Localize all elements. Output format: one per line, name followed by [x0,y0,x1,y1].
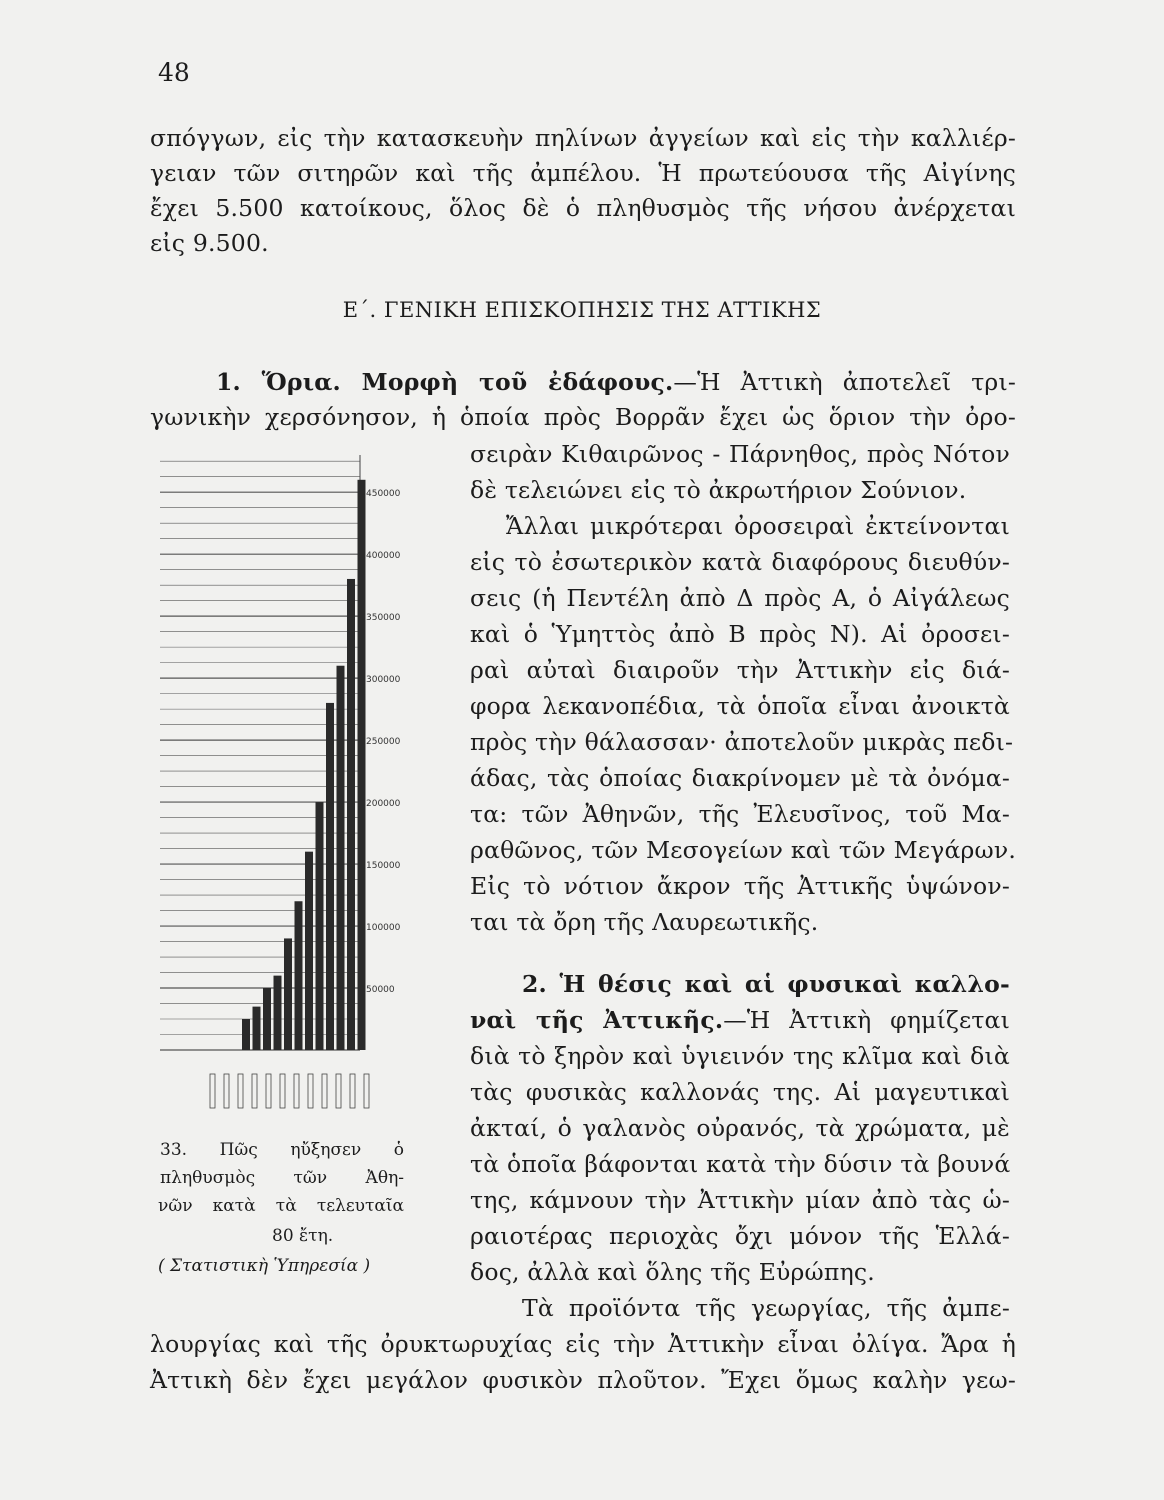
population-bar-chart [150,445,420,1135]
subsection-2-title-rest: —Ἡ Ἀττικὴ φημίζεται [723,1006,1011,1034]
intro-line-4: εἰς 9.500. [150,229,269,257]
intro-line-3: ἔχει 5.500 κατοίκους, ὅλος δὲ ὁ πληθυσμὸς τῆς νήσου ἀνέρχεται [150,194,1016,222]
chart-x-label-mark [364,1074,369,1108]
chart-y-tick-label: 350000 [366,613,401,624]
chart-y-tick-label: 50000 [366,985,395,996]
chart-y-tick-label: 450000 [366,489,401,500]
column-line-3: Ἄλλαι μικρότεραι ὀροσειραὶ ἐκτείνονται [506,512,1010,540]
subsection-2-title-line-1: 2. Ἡ θέσις καὶ αἱ φυσικαὶ καλλο- [522,970,1010,998]
chart-x-label-mark [252,1074,257,1108]
chart-x-label-mark [294,1074,299,1108]
chart-bar [326,703,334,1050]
figure-caption-line-2: πληθυσμὸς τῶν Ἀθη- [160,1168,404,1188]
chart-x-label-mark [350,1074,355,1108]
figure-source: ( Στατιστικὴ Ὑπηρεσία ) [158,1256,371,1276]
subsection-1-second-line: γωνικὴν χερσόνησον, ἡ ὁποία πρὸς Βορρᾶν ἔχει ὡς ὅριον τὴν ὀρο- [150,403,1016,431]
intro-line-1: σπόγγων, εἰς τὴν κατασκευὴν πηλίνων ἀγγείων καὶ εἰς τὴν καλλιέρ- [150,124,1016,152]
closing-line-1: Τὰ προϊόντα τῆς γεωργίας, τῆς ἀμπε- [522,1294,1010,1322]
column-line-14: ται τὰ ὄρη τῆς Λαυρεωτικῆς. [470,908,819,936]
subsection-2-line-6: ραιοτέρας περιοχὰς ὄχι μόνον τῆς Ἑλλά- [470,1222,1010,1250]
chart-bar [358,480,366,1050]
subsection-2-line-1: διὰ τὸ ξηρὸν καὶ ὑγιεινόν της κλῖμα καὶ διὰ [470,1042,1010,1070]
chart-x-labels [210,1074,369,1108]
chart-y-tick-label: 250000 [366,737,401,748]
chart-y-tick-label: 400000 [366,551,401,562]
chart-x-label-mark [238,1074,243,1108]
chart-bar [337,666,345,1050]
chart-x-label-mark [224,1074,229,1108]
chart-x-label-mark [308,1074,313,1108]
closing-line-2: λουργίας καὶ τῆς ὀρυκτωρυχίας εἰς τὴν Ἀττικὴν εἶναι ὀλίγα. Ἄρα ἡ [150,1330,1016,1358]
subsection-2-line-5: της, κάμνουν τὴν Ἀττικὴν μίαν ἀπὸ τὰς ὡ- [470,1186,1010,1214]
chart-bar [295,901,303,1050]
chart-bar [316,802,324,1050]
column-line-1: σειρὰν Κιθαιρῶνος - Πάρνηθος, πρὸς Νότον [470,440,1010,468]
chart-bar [242,1019,250,1050]
chart-y-tick-label: 100000 [366,923,401,934]
chart-bar [253,1007,261,1050]
chart-x-label-mark [336,1074,341,1108]
chart-y-tick-label: 200000 [366,799,401,810]
column-line-4: εἰς τὸ ἐσωτερικὸν κατὰ διαφόρους διευθύν- [470,548,1010,576]
chart-x-label-mark [266,1074,271,1108]
column-line-11: τα: τῶν Ἀθηνῶν, τῆς Ἐλευσῖνος, τοῦ Μα- [470,800,1010,828]
intro-line-2: γειαν τῶν σιτηρῶν καὶ τῆς ἀμπέλου. Ἡ πρωτεύουσα τῆς Αἰγίνης [150,159,1016,187]
chart-bar [305,852,313,1050]
subsection-2-line-2: τὰς φυσικὰς καλλονάς της. Αἱ μαγευτικαὶ [470,1078,1010,1106]
chart-bars [242,480,366,1050]
chart-x-label-mark [280,1074,285,1108]
subsection-1-first-rest: —Ἡ Ἀττικὴ ἀποτελεῖ τρι- [673,368,1016,396]
chart-bar [274,976,282,1050]
chart-x-label-mark [322,1074,327,1108]
chart-x-label-mark [210,1074,215,1108]
chart-y-ticks [366,489,401,995]
column-line-13: Εἰς τὸ νότιον ἄκρον τῆς Ἀττικῆς ὑψώνον- [470,872,1010,900]
subsection-2-line-4: τὰ ὁποῖα βάφονται κατὰ τὴν δύσιν τὰ βουνά [470,1150,1011,1178]
page-number: 48 [158,58,190,87]
subsection-2-line-3: ἀκταί, ὁ γαλανὸς οὐρανός, τὰ χρώματα, μὲ [470,1114,1010,1142]
chart-bar [347,579,355,1050]
column-line-7: ραὶ αὐταὶ διαιροῦν τὴν Ἀττικὴν εἰς διά- [470,656,1010,684]
column-line-6: καὶ ὁ Ὑμηττὸς ἀπὸ Β πρὸς Ν). Αἱ ὀροσει- [470,620,1010,648]
column-line-5: σεις (ἡ Πεντέλη ἀπὸ Δ πρὸς Α, ὁ Αἰγάλεως [470,584,1010,612]
section-heading: Ε΄. ΓΕΝΙΚΗ ΕΠΙΣΚΟΠΗΣΙΣ ΤΗΣ ΑΤΤΙΚΗΣ [342,298,822,322]
subsection-2-line-7: δος, ἀλλὰ καὶ ὅλης τῆς Εὐρώπης. [470,1258,875,1286]
closing-line-3: Ἀττικὴ δὲν ἔχει μεγάλον φυσικὸν πλοῦτον. Ἔχει ὅμως καλὴν γεω- [150,1366,1016,1394]
subsection-2-title-line-2-wrap [470,1006,1010,1034]
column-line-9: πρὸς τὴν θάλασσαν· ἀποτελοῦν μικρὰς πεδι- [470,728,1014,756]
chart-bar [263,988,271,1050]
figure-caption-line-4: 80 ἔτη. [272,1226,334,1246]
chart-y-tick-label: 300000 [366,675,401,686]
figure-caption-line-1: 33. Πῶς ηὔξησεν ὁ [160,1140,404,1160]
column-line-8: φορα λεκανοπέδια, τὰ ὁποῖα εἶναι ἀνοικτὰ [470,692,1010,720]
column-line-2: δὲ τελειώνει εἰς τὸ ἀκρωτήριον Σούνιον. [470,476,967,504]
subsection-1-title: 1. Ὅρια. Μορφὴ τοῦ ἐδάφους. [216,368,674,396]
chart-bar [284,938,292,1050]
figure-caption-line-3: νῶν κατὰ τὰ τελευταῖα [158,1196,404,1216]
subsection-1-line [216,368,1016,396]
column-line-10: άδας, τὰς ὁποίας διακρίνομεν μὲ τὰ ὀνόμα- [470,764,1010,792]
column-line-12: ραθῶνος, τῶν Μεσογείων καὶ τῶν Μεγάρων. [470,836,1017,864]
chart-y-tick-label: 150000 [366,861,401,872]
subsection-2-title-line-2: ναὶ τῆς Ἀττικῆς. [470,1006,724,1034]
